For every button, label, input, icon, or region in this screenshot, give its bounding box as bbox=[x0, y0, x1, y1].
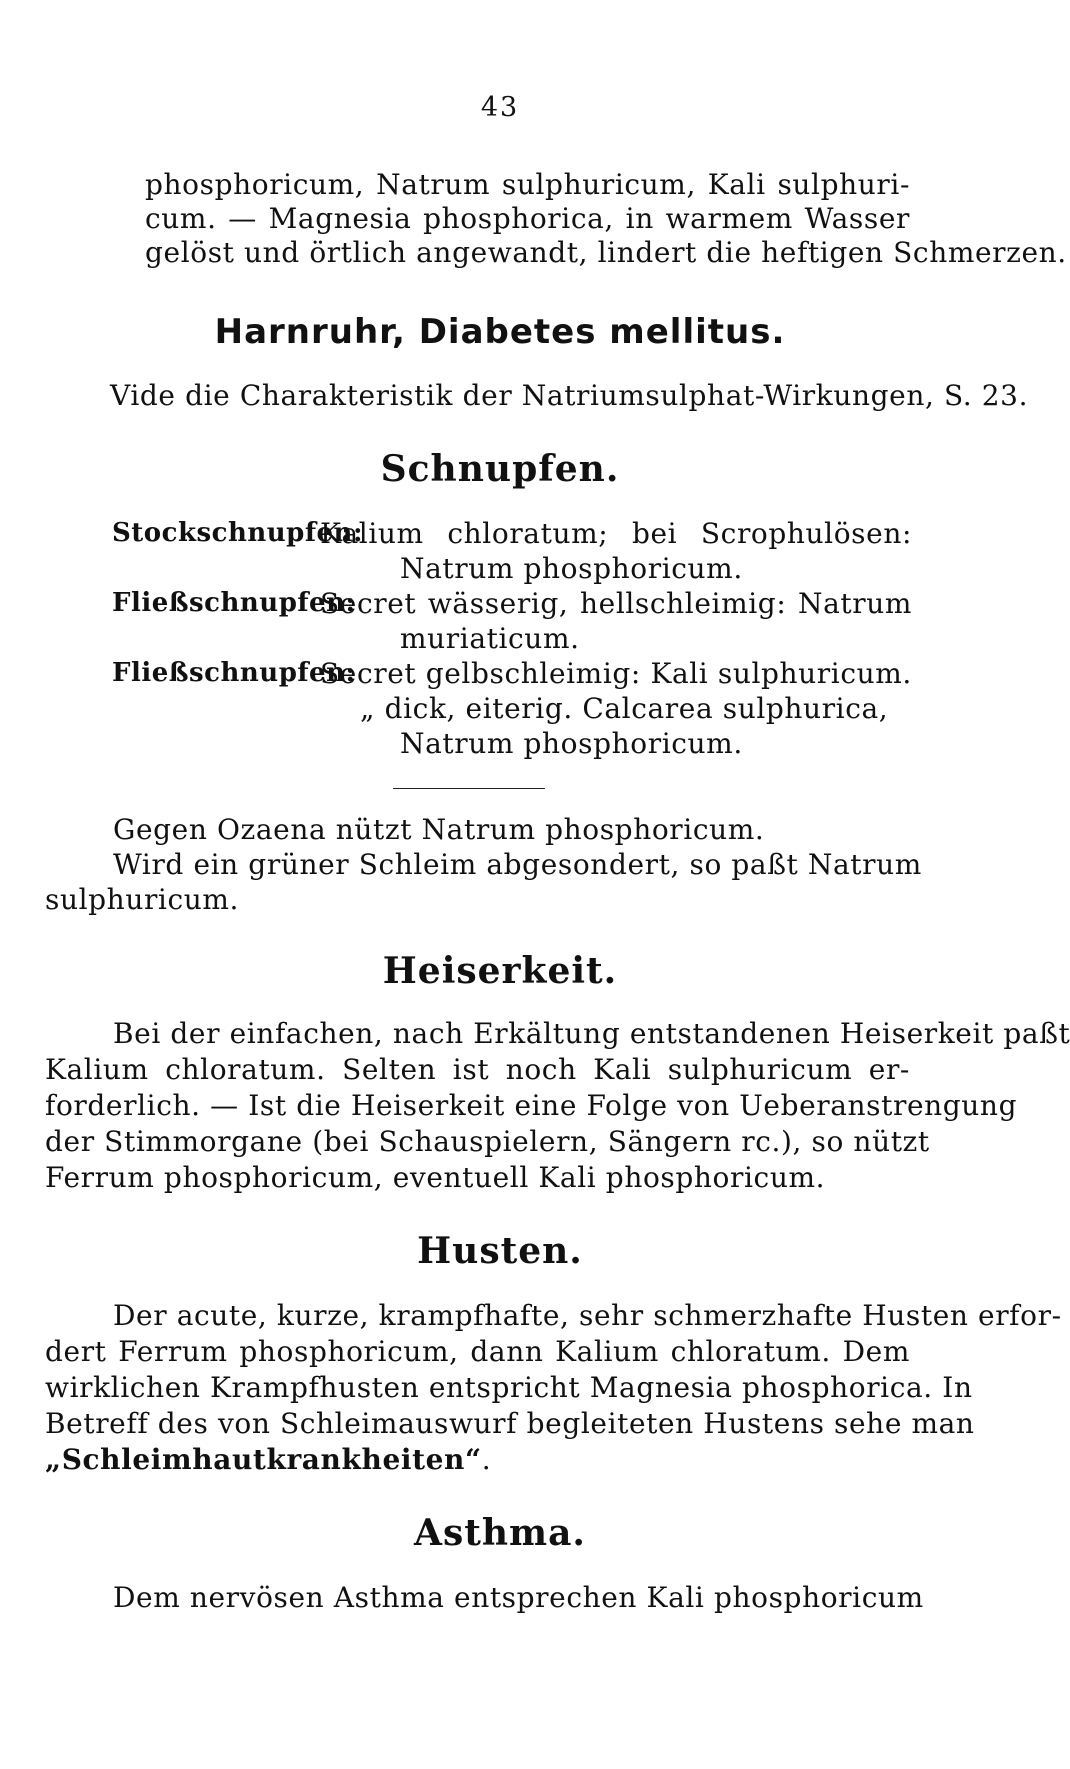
intro-line: gelöst und örtlich angewandt, lindert die heftigen Schmerzen. bbox=[145, 236, 1067, 269]
entry-text: Kalium chloratum; bei Scrophulösen: bbox=[320, 517, 912, 550]
section-heading-schnupfen: Schnupfen. bbox=[380, 448, 620, 490]
intro-line: phosphoricum, Natrum sulphuricum, Kali sulphuri- bbox=[145, 168, 910, 201]
entry-label: Fließschnupfen: bbox=[112, 658, 356, 688]
heiserkeit-line: forderlich. — Ist die Heiserkeit eine Folge von Ueberanstrengung bbox=[45, 1089, 1018, 1122]
schnupfen-entry bbox=[112, 516, 912, 586]
husten-line: wirklichen Krampfhusten entspricht Magnesia phosphorica. In bbox=[45, 1371, 973, 1404]
heiserkeit-line: Kalium chloratum. Selten ist noch Kali sulphuricum er- bbox=[45, 1053, 910, 1086]
husten-line: dert Ferrum phosphoricum, dann Kalium chloratum. Dem bbox=[45, 1335, 910, 1368]
heiserkeit-line: Ferrum phosphoricum, eventuell Kali phosphoricum. bbox=[45, 1161, 826, 1194]
intro-paragraph bbox=[45, 168, 1067, 270]
entry-body bbox=[320, 516, 912, 586]
schnupfen-after-paragraph bbox=[45, 812, 922, 917]
schnupfen-entry bbox=[112, 586, 912, 656]
husten-paragraph bbox=[45, 1298, 1062, 1478]
intro-line: cum. — Magnesia phosphorica, in warmem Wasser bbox=[145, 202, 910, 235]
entry-body bbox=[320, 656, 912, 761]
section-heading-husten: Husten. bbox=[417, 1230, 583, 1272]
entry-label: Fließschnupfen: bbox=[112, 588, 356, 618]
harnruhr-paragraph bbox=[110, 378, 1029, 414]
section-heading-harnruhr: Harnruhr, Diabetes mellitus. bbox=[214, 312, 786, 352]
asthma-line: Dem nervösen Asthma entsprechen Kali phosphoricum bbox=[113, 1581, 924, 1614]
entry-continuation: Natrum phosphoricum. bbox=[400, 552, 743, 585]
schnupfen-entries bbox=[112, 516, 912, 761]
section-heading-heiserkeit: Heiserkeit. bbox=[382, 950, 618, 992]
entry-sub-text: „ dick, eiterig. Calcarea sulphurica, bbox=[360, 692, 889, 725]
entry-body bbox=[320, 586, 912, 656]
section-heading-asthma: Asthma. bbox=[414, 1512, 586, 1554]
heiserkeit-line: Bei der einfachen, nach Erkältung entstandenen Heiserkeit paßt bbox=[113, 1017, 1070, 1050]
heiserkeit-paragraph bbox=[45, 1016, 1070, 1196]
after-line: Gegen Ozaena nützt Natrum phosphoricum. bbox=[113, 813, 765, 846]
husten-line: Der acute, kurze, krampfhafte, sehr schmerzhafte Husten erfor- bbox=[113, 1299, 1062, 1332]
cross-reference: „Schleimhautkrankheiten“ bbox=[45, 1443, 482, 1476]
after-line: Wird ein grüner Schleim abgesondert, so paßt Natrum bbox=[113, 848, 922, 881]
husten-line: Betreff des von Schleimauswurf begleiteten Hustens sehe man bbox=[45, 1407, 975, 1440]
entry-continuation: Natrum phosphoricum. bbox=[400, 727, 743, 760]
asthma-paragraph bbox=[45, 1580, 924, 1616]
after-line: sulphuricum. bbox=[45, 883, 240, 916]
heiserkeit-line: der Stimmorgane (bei Schauspielern, Sängern rc.), so nützt bbox=[45, 1125, 930, 1158]
section-divider bbox=[393, 788, 545, 789]
schnupfen-entry bbox=[112, 656, 912, 761]
husten-last-line bbox=[45, 1442, 910, 1478]
page-number: 43 bbox=[480, 92, 520, 123]
husten-last-tail: . bbox=[481, 1443, 492, 1476]
entry-text: Secret wässerig, hellschleimig: Natrum bbox=[320, 587, 912, 620]
entry-label: Stockschnupfen: bbox=[112, 518, 364, 548]
harnruhr-line: Vide die Charakteristik der Natriumsulphat-Wirkungen, S. 23. bbox=[110, 379, 1029, 412]
entry-continuation: muriaticum. bbox=[400, 622, 580, 655]
entry-text: Secret gelbschleimig: Kali sulphuricum. bbox=[320, 657, 912, 690]
